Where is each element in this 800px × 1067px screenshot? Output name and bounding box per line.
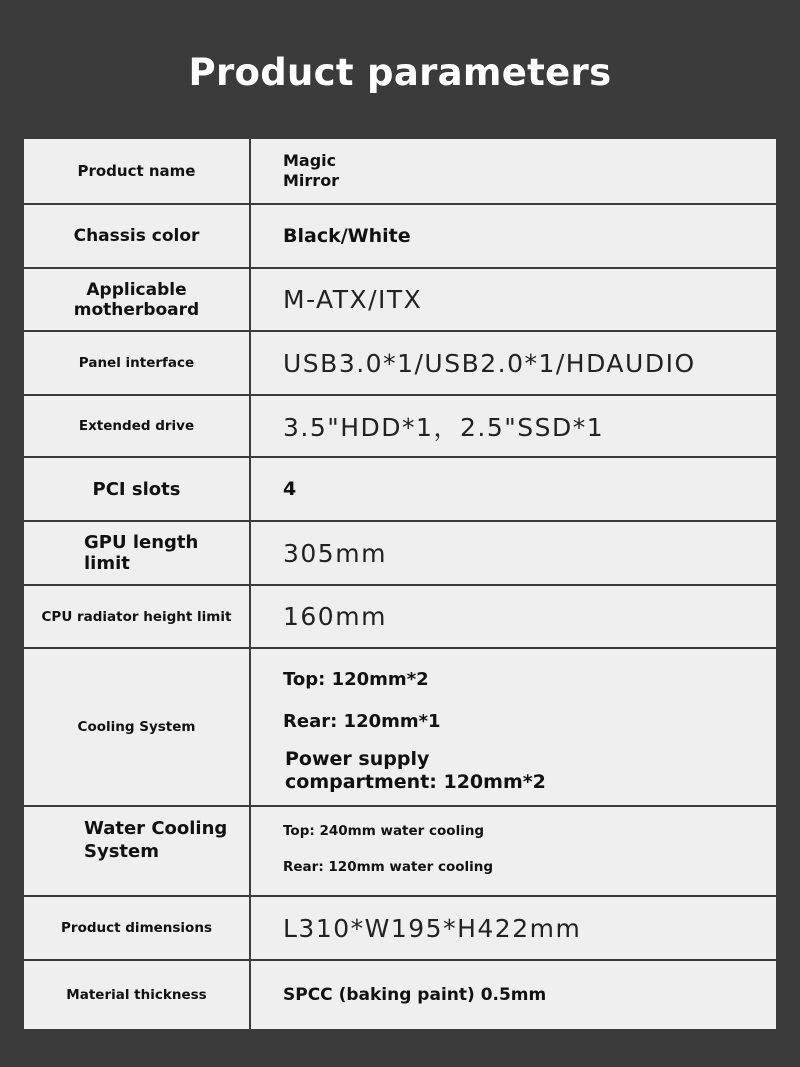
cooling-rear: Rear: 120mm*1 [283, 711, 441, 732]
row-value: L310*W195*H422mm [283, 913, 582, 943]
cooling-psu-line1: Power supply [285, 748, 430, 770]
row-label: Product name [24, 139, 251, 203]
table-row-water-cooling [24, 807, 776, 897]
row-label: Cooling System [24, 649, 251, 805]
table-row-gpu-length [24, 522, 776, 586]
row-label: CPU radiator height limit [24, 586, 251, 647]
row-label: Panel interface [24, 332, 251, 394]
row-label: Chassis color [24, 205, 251, 267]
row-label: Product dimensions [24, 897, 251, 959]
table-row-product-name [24, 139, 776, 205]
row-label: Water Cooling System [24, 807, 251, 895]
table-row-cooling-system [24, 649, 776, 807]
row-value: 305mm [283, 538, 387, 568]
row-value: 4 [283, 478, 297, 500]
row-label: Material thickness [24, 961, 251, 1029]
table-row-panel-interface [24, 332, 776, 396]
water-cooling-top: Top: 240mm water cooling [283, 823, 485, 839]
table-row-extended-drive [24, 396, 776, 458]
table-row-chassis-color [24, 205, 776, 269]
table-row-cpu-radiator [24, 586, 776, 649]
row-value: SPCC (baking paint) 0.5mm [283, 985, 547, 1005]
row-value: M-ATX/ITX [283, 285, 423, 314]
table-row-pci-slots [24, 458, 776, 522]
cooling-top: Top: 120mm*2 [283, 669, 429, 690]
row-label: Extended drive [24, 396, 251, 456]
row-value: Black/White [283, 225, 411, 247]
page-title: Product parameters [188, 51, 612, 94]
table-row-material [24, 961, 776, 1029]
row-label: GPU length limit [24, 522, 251, 584]
cooling-psu-line2: compartment: 120mm*2 [285, 771, 546, 793]
row-value: Magic Mirror [283, 151, 340, 190]
row-value: 3.5"HDD*1，2.5"SSD*1 [283, 413, 605, 442]
row-label: PCI slots [24, 458, 251, 520]
parameters-table [24, 139, 776, 1029]
row-label: Applicable motherboard [24, 269, 251, 330]
row-value [253, 807, 776, 895]
table-row-dimensions [24, 897, 776, 961]
row-value [253, 649, 776, 805]
row-value: 160mm [283, 602, 387, 631]
water-cooling-rear: Rear: 120mm water cooling [283, 859, 494, 875]
row-value: USB3.0*1/USB2.0*1/HDAUDIO [283, 348, 696, 378]
table-row-motherboard [24, 269, 776, 332]
